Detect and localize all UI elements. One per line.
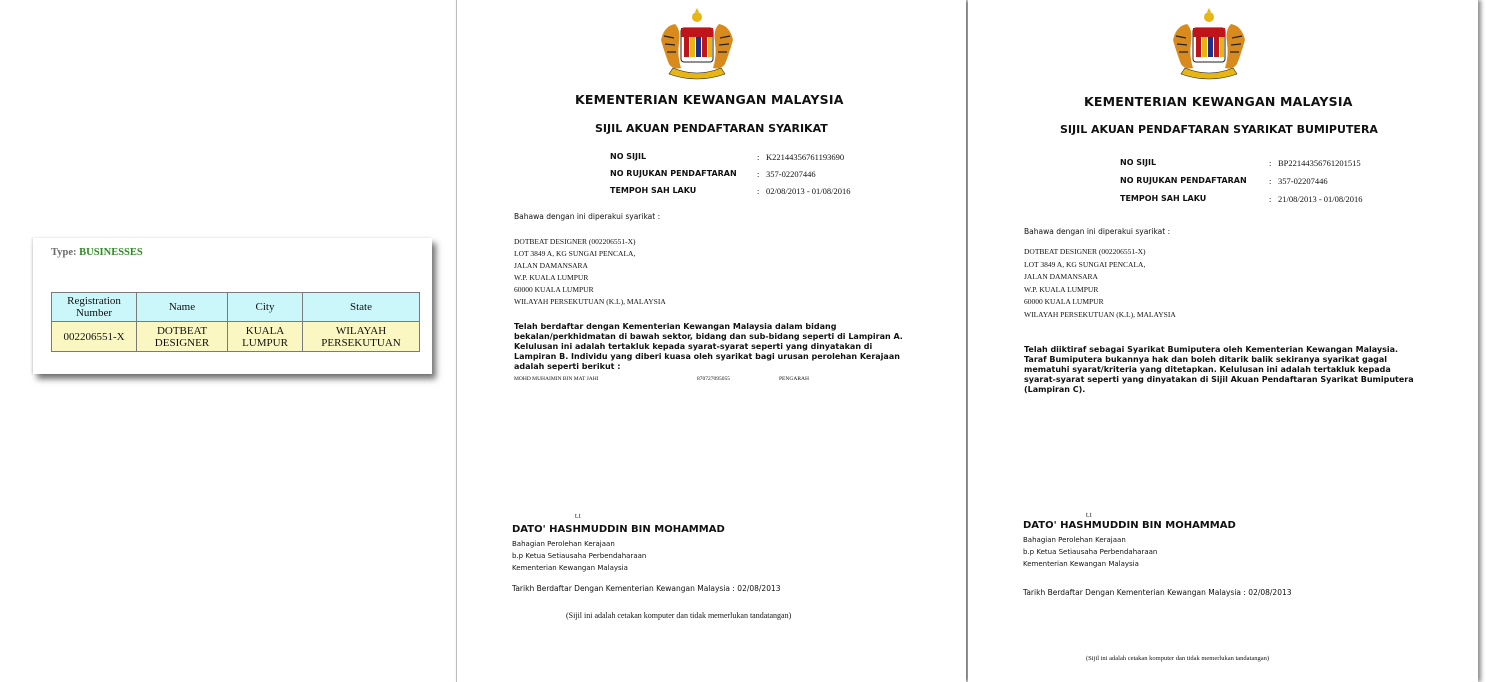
computer-print-note: (Sijil ini adalah cetakan komputer dan tidak memerlukan tandatangan) <box>1086 655 1270 662</box>
signatory-line: b.p Ketua Setiausaha Perbendaharaan <box>512 552 647 560</box>
table-row <box>52 322 420 352</box>
header-state: State <box>303 293 420 322</box>
signatory-line: Bahagian Perolehan Kerajaan <box>512 540 615 548</box>
type-value: BUSINESSES <box>79 247 143 258</box>
type-line <box>51 247 143 258</box>
field-colon: : <box>757 169 760 179</box>
address-line: 60000 KUALA LUMPUR <box>1024 297 1104 306</box>
field-label-tempoh: TEMPOH SAH LAKU <box>1120 194 1207 203</box>
header-registration-number: Registration Number <box>52 293 137 322</box>
field-colon: : <box>1269 158 1272 168</box>
field-value-no-sijil: K22144356761193690 <box>766 152 845 162</box>
cell-state: WILAYAH PERSEKUTUAN <box>303 322 420 352</box>
certificate-title: SIJIL AKUAN PENDAFTARAN SYARIKAT <box>595 122 828 135</box>
address-line: W.P. KUALA LUMPUR <box>514 273 589 282</box>
header-name: Name <box>137 293 228 322</box>
signatory-name: DATO' HASHMUDDIN BIN MOHAMMAD <box>512 524 725 535</box>
intro-text: Bahawa dengan ini diperakui syarikat : <box>1024 227 1171 236</box>
field-label-no-rujukan: NO RUJUKAN PENDAFTARAN <box>1120 176 1247 185</box>
field-colon: : <box>1269 194 1272 204</box>
company-address <box>1024 246 1176 321</box>
coat-of-arms-icon <box>1167 6 1251 84</box>
signatory-line: b.p Ketua Setiausaha Perbendaharaan <box>1023 548 1158 556</box>
registration-date: Tarikh Berdaftar Dengan Kementerian Kewangan Malaysia : 02/08/2013 <box>1023 588 1292 597</box>
address-line: JALAN DAMANSARA <box>514 261 588 270</box>
tt-mark: t.t <box>575 512 581 520</box>
ministry-title: KEMENTERIAN KEWANGAN MALAYSIA <box>575 92 844 107</box>
business-table <box>51 292 420 352</box>
field-label-no-sijil: NO SIJIL <box>1120 158 1157 167</box>
authorized-person-role: PENGARAH <box>779 376 809 382</box>
company-address <box>514 236 666 308</box>
signatory-name: DATO' HASHMUDDIN BIN MOHAMMAD <box>1023 520 1236 531</box>
signatory-line: Kementerian Kewangan Malaysia <box>512 564 628 572</box>
field-label-no-rujukan: NO RUJUKAN PENDAFTARAN <box>610 169 737 178</box>
field-value-no-rujukan: 357-02207446 <box>766 169 816 179</box>
table-header-row <box>52 293 420 322</box>
address-line: JALAN DAMANSARA <box>1024 272 1098 281</box>
certificate-bumiputera <box>968 0 1478 682</box>
ministry-title: KEMENTERIAN KEWANGAN MALAYSIA <box>1084 94 1353 109</box>
signatory-line: Bahagian Perolehan Kerajaan <box>1023 536 1126 544</box>
field-label-tempoh: TEMPOH SAH LAKU <box>610 186 697 195</box>
field-value-no-sijil: BP22144356761201515 <box>1278 158 1361 168</box>
field-value-tempoh: 02/08/2013 - 01/08/2016 <box>766 186 851 196</box>
registration-paragraph: Telah berdaftar dengan Kementerian Kewangan Malaysia dalam bidang bekalan/perkhidmatan di bawah sektor, bidang dan sub-bidang seperti di Lampiran A. Kelulusan ini adalah tertakluk kepada syarat-syarat seperti yang dinyatakan di Lampiran B. Individu yang diberi kuasa oleh syarikat bagi urusan perolehan Kerajaan adalah seperti berikut : <box>514 322 903 371</box>
type-label: Type: <box>51 247 77 258</box>
coat-of-arms-icon <box>655 6 739 84</box>
field-colon: : <box>1269 176 1272 186</box>
registration-date: Tarikh Berdaftar Dengan Kementerian Kewangan Malaysia : 02/08/2013 <box>512 584 781 593</box>
address-line: WILAYAH PERSEKUTUAN (K.L), MALAYSIA <box>514 297 666 306</box>
cell-registration-number: 002206551-X <box>52 322 137 352</box>
address-line: LOT 3849 A, KG SUNGAI PENCALA, <box>1024 259 1146 269</box>
address-line: DOTBEAT DESIGNER (002206551-X) <box>1024 247 1146 256</box>
field-value-no-rujukan: 357-02207446 <box>1278 176 1328 186</box>
address-line: DOTBEAT DESIGNER (002206551-X) <box>514 237 636 246</box>
tt-mark: t.t <box>1086 511 1092 519</box>
field-colon: : <box>757 186 760 196</box>
business-info-card <box>33 238 432 374</box>
field-value-tempoh: 21/08/2013 - 01/08/2016 <box>1278 194 1363 204</box>
address-line: LOT 3849 A, KG SUNGAI PENCALA, <box>514 249 636 258</box>
cell-city: KUALA LUMPUR <box>228 322 303 352</box>
intro-text: Bahawa dengan ini diperakui syarikat : <box>514 212 661 221</box>
signatory-details <box>1023 534 1157 570</box>
authorized-person-ic: 870727095055 <box>697 376 730 382</box>
address-line: WILAYAH PERSEKUTUAN (K.L), MALAYSIA <box>1024 309 1176 319</box>
field-colon: : <box>757 152 760 162</box>
authorized-person-name: MOHD MUHAIMIN BIN MAT JAHI <box>514 376 599 382</box>
cell-name: DOTBEAT DESIGNER <box>137 322 228 352</box>
certificate-title: SIJIL AKUAN PENDAFTARAN SYARIKAT BUMIPUTERA <box>1060 123 1378 136</box>
signatory-details <box>512 538 646 574</box>
address-line: W.P. KUALA LUMPUR <box>1024 284 1099 294</box>
bumiputera-paragraph: Telah diiktiraf sebagai Syarikat Bumiputera oleh Kementerian Kewangan Malaysia. Taraf Bumiputera bukannya hak dan boleh ditarik balik sekiranya syarikat gagal mematuhi syarat/kriteria yang ditetapkan. Kelulusan ini adalah tertakluk kepada syarat-syarat seperti yang dinyatakan di Sijil Akuan Pendaftaran Syarikat Bumiputera (Lampiran C). <box>1024 345 1414 394</box>
field-label-no-sijil: NO SIJIL <box>610 152 647 161</box>
certificate-syarikat <box>456 0 966 682</box>
computer-print-note: (Sijil ini adalah cetakan komputer dan tidak memerlukan tandatangan) <box>566 611 792 620</box>
header-city: City <box>228 293 303 322</box>
signatory-line: Kementerian Kewangan Malaysia <box>1023 560 1139 568</box>
address-line: 60000 KUALA LUMPUR <box>514 285 594 294</box>
